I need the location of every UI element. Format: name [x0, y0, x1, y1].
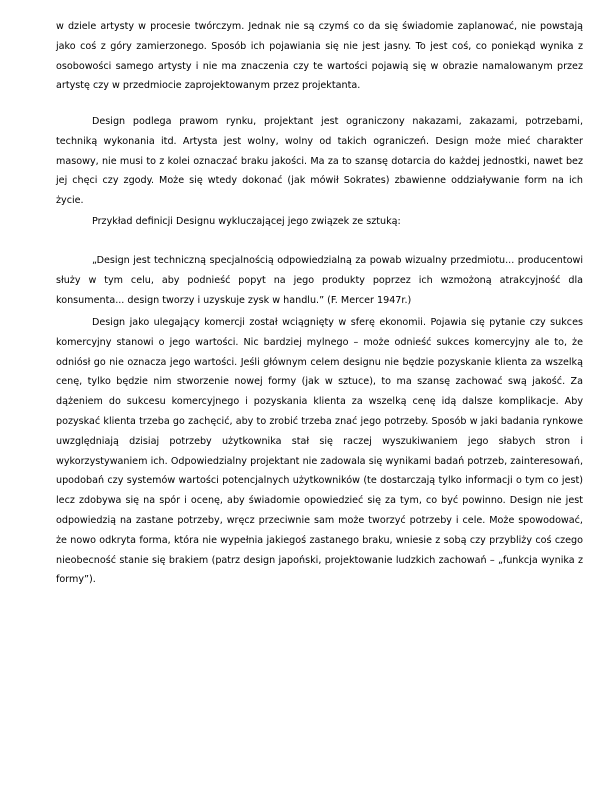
paragraph-design-market: Design podlega prawom rynku, projektant jest ograniczony nakazami, zakazami, potrzebami, techniką wykonania itd. Artysta jest wolny, wolny od takich ograniczeń. Design może mieć charakter masowy, nie musi to z kolei oznaczać braku jakości. Ma za to szansę dotarcia do każdej jednostki, nawet bez jej chęci czy zgody. Może się wtedy dokonać (jak mówił Sokrates) zbawienne oddziaływanie form na ich życie.	[56, 116, 583, 207]
paragraph-definition-intro: Przykład definicji Designu wykluczającej jego związek ze sztuką:	[92, 216, 401, 227]
paragraph-commerce: Design jako ulegający komercji został wciągnięty w sferę ekonomii. Pojawia się pytanie czy sukces komercyjny stanowi o jego wartości. Nic bardziej mylnego – może odnieść sukces komercyjny ale to, że odniósł go nie oznacza jego wartości. Jeśli głównym celem designu nie będzie pozyskanie klienta za wszelką cenę, tylko będzie nim stworzenie nowej formy (jak w sztuce), to ma szansę zachować swą jakość. Za dążeniem do sukcesu komercyjnego i pozyskania klienta za wszelką cenę idą dalsze komplikacje. Aby pozyskać klienta trzeba go zachęcić, aby to zrobić trzeba znać jego potrzeby. Sposób w jaki badania rynkowe uwzględniają dzisiaj potrzeby użytkownika stał się raczej wyszukiwaniem jego słabych stron i wykorzystywaniem ich. Odpowiedzialny projektant nie zadowala się wynikami badań potrzeb, zainteresowań, upodobań czy systemów wartości potencjalnych użytkowników (te dostarczają tylko informacji o tym co jest) lecz zdobywa się na spór i ocenę, aby świadomie opowiedzieć się za tym, co być powinno. Design nie jest odpowiedzią na zastane potrzeby, wręcz przeciwnie sam może tworzyć potrzeby i cele. Może spowodować, że nowo odkryta forma, która nie wypełnia jakiegoś zastanego braku, wniesie z sobą czy przybliży coś czego nieobecność stanie się brakiem (patrz design japoński, projektowanie ludzkich zachowań – „funkcja wynika z formy”).	[56, 317, 583, 586]
paragraph-quote: „Design jest techniczną specjalnością odpowiedzialną za powab wizualny przedmiotu... producentowi służy w tym celu, aby podnieść popyt na jego produkty poprzez ich wzmożoną atrakcyjność dla konsumenta... design tworzy i uzyskuje zysk w handlu.” (F. Mercer 1947r.)	[56, 255, 583, 306]
paragraph-continuation: w dziele artysty w procesie twórczym. Jednak nie są czymś co da się świadomie zaplanować, nie powstają jako coś z góry zamierzonego. Sposób ich pojawiania się nie jest jasny. To jest coś, co poniekąd wynika z osobowości samego artysty i nie ma znaczenia czy te wartości pojawią się w obrazie namalowanym przez artystę czy w przedmiocie zaprojektowanym przez projektanta.	[56, 21, 583, 92]
